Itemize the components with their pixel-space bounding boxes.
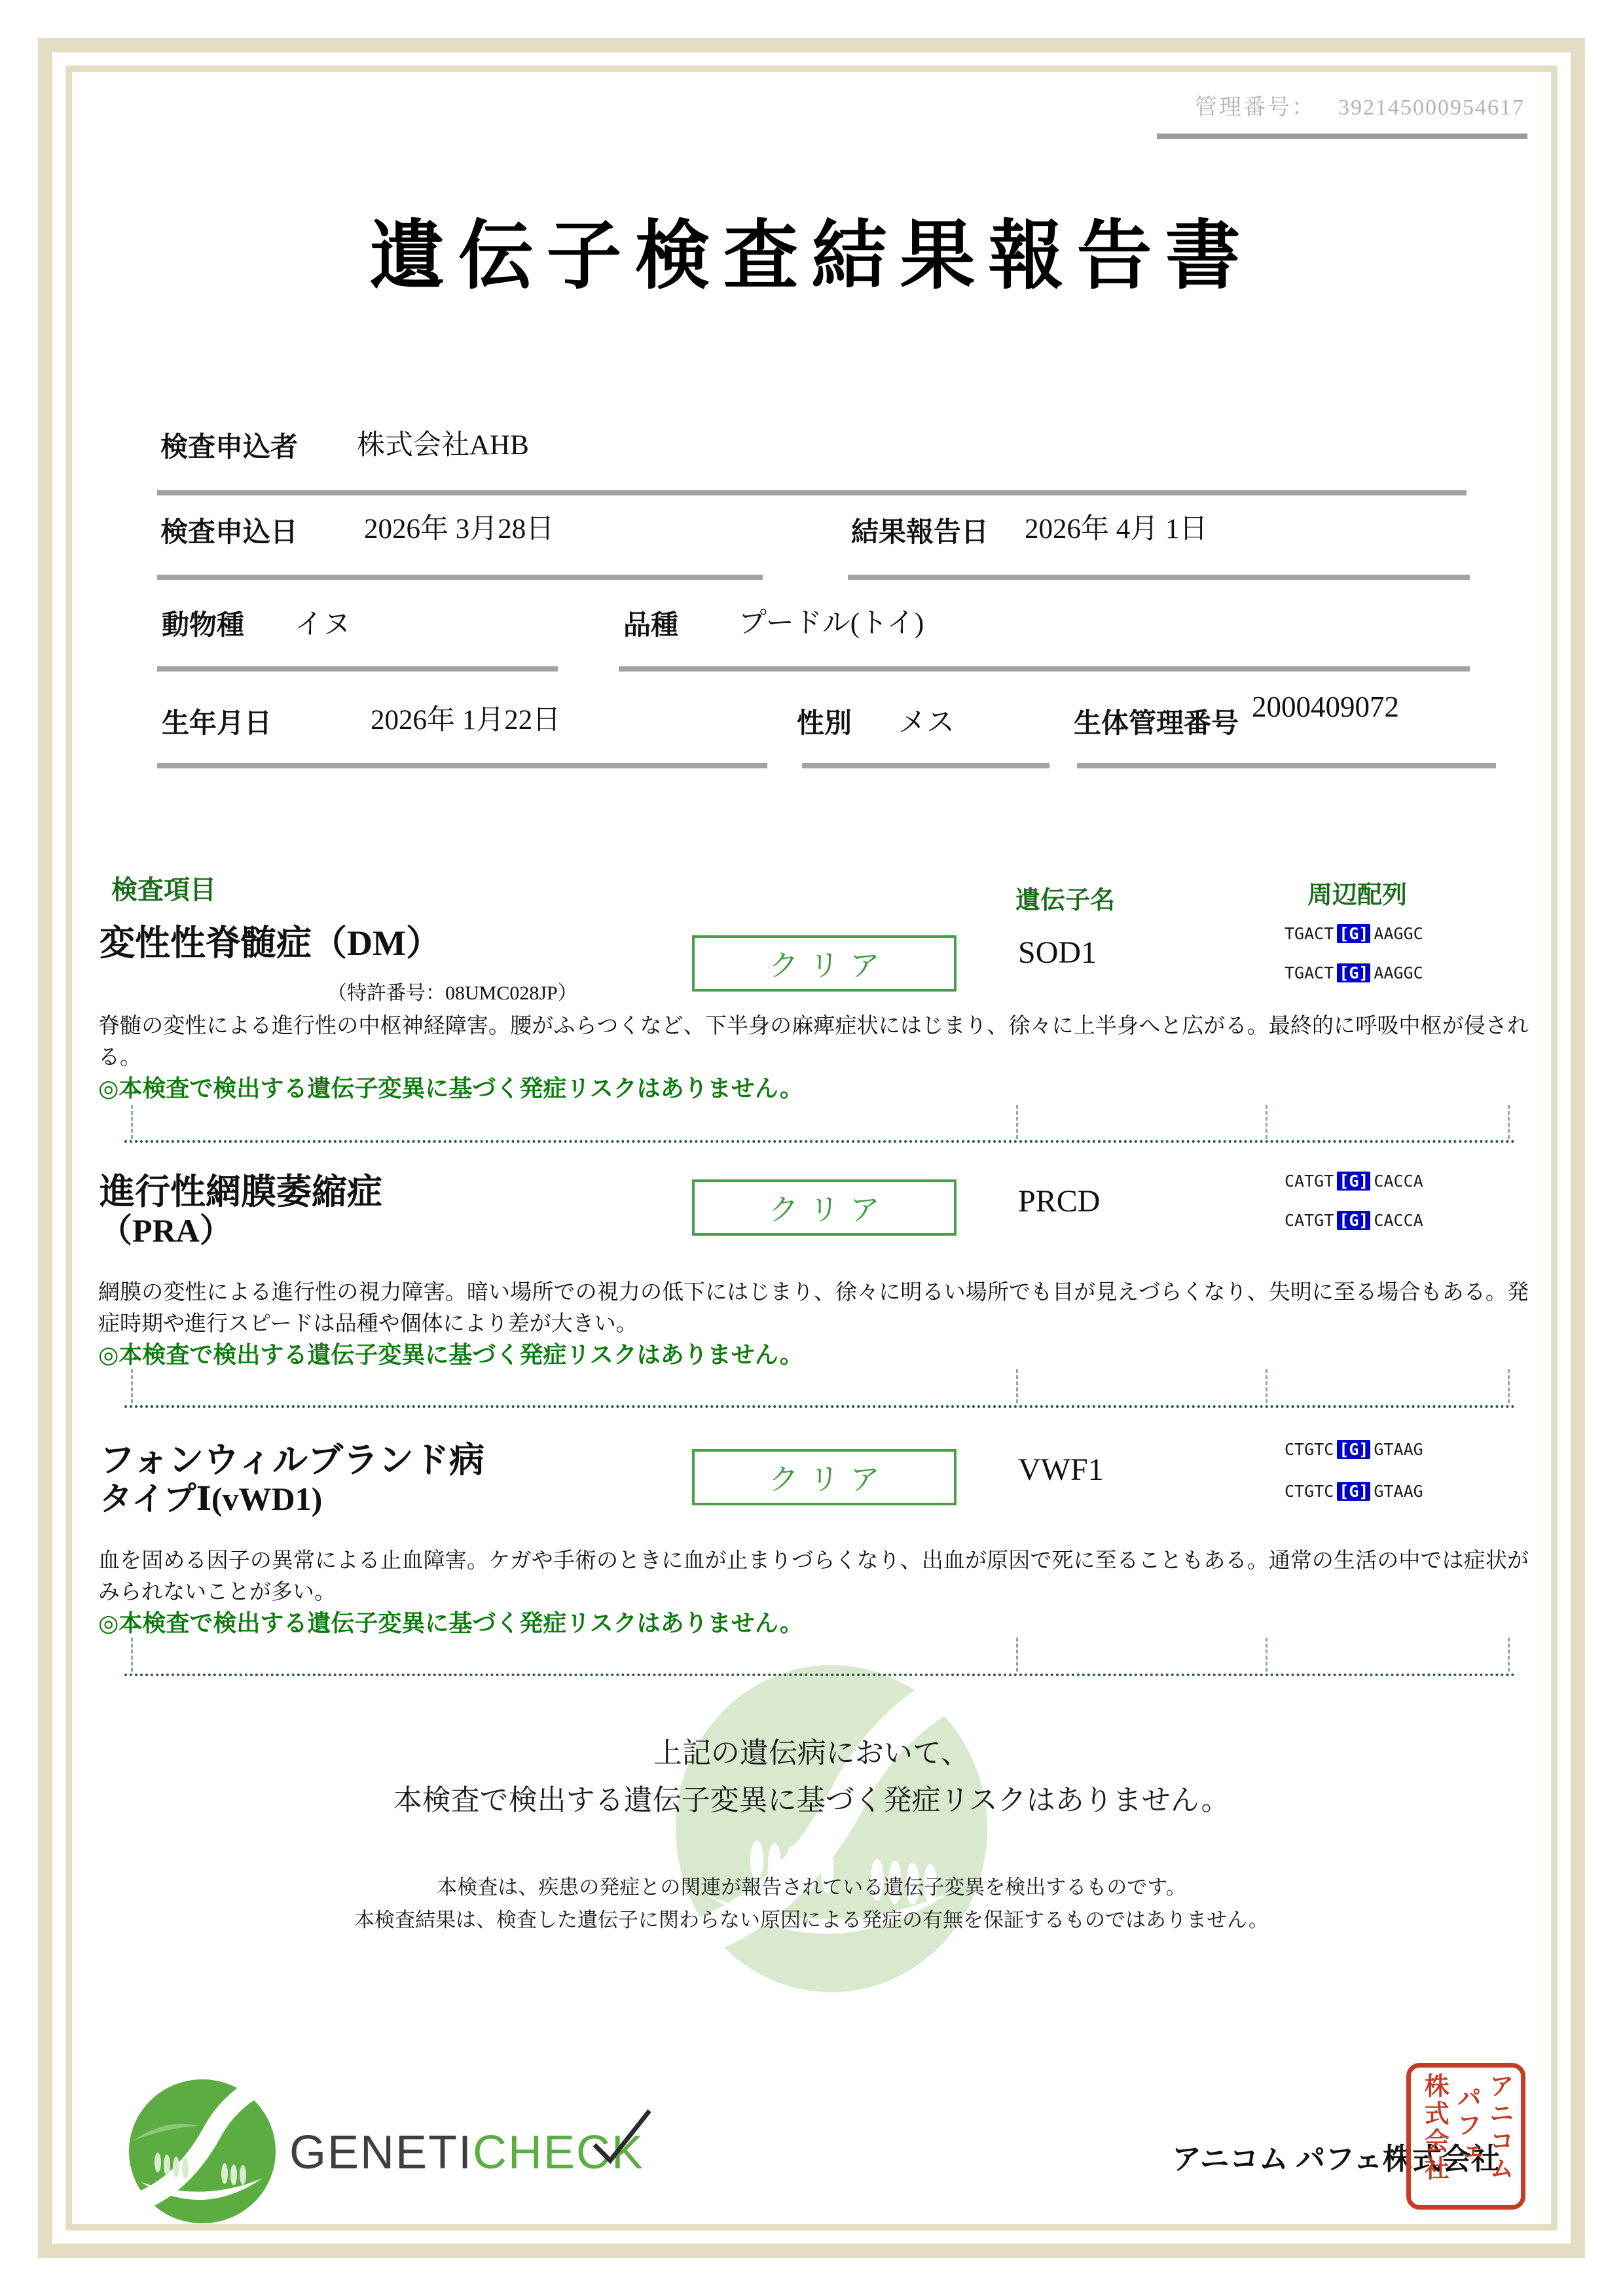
disease-name: 変性性脊髄症（DM） [100, 924, 441, 963]
management-number-line [1195, 89, 1525, 121]
row-separator [124, 1674, 1516, 1676]
management-number-value: 392145000954617 [1338, 96, 1525, 120]
column-tick [1508, 1638, 1510, 1672]
disease-description: 脊髄の変性による進行性の中枢神経障害。腰がふらつくなど、下半身の麻痺症状にはじまり、徐々に上半身へと広がる。最終的に呼吸中枢が侵される。 [98, 1014, 1529, 1069]
sequence-prefix: TGACT [1285, 963, 1334, 982]
birth-date-value: 2026年 1月22日 [371, 705, 561, 736]
logo-text-geneti: GENETI [289, 2126, 473, 2179]
gene-name: VWF1 [1018, 1452, 1104, 1487]
disease-name: 進行性網膜萎縮症 [100, 1172, 382, 1211]
result-box [692, 935, 957, 992]
applicant-label: 検査申込者 [160, 433, 299, 463]
summary-line-2: 本検査で検出する遺伝子変異に基づく発症リスクはありません。 [393, 1784, 1230, 1816]
page-title: 遺伝子検査結果報告書 [369, 215, 1254, 298]
report-date-label: 結果報告日 [851, 518, 989, 548]
mutation-highlight: [G] [1337, 1440, 1370, 1459]
sequence-prefix: CTGTC [1285, 1482, 1334, 1501]
seal-column: パフェ [1452, 2085, 1480, 2167]
birth-date-label: 生年月日 [162, 709, 272, 739]
column-tick [1016, 1105, 1018, 1139]
disease-name-line2: （PRA） [100, 1212, 232, 1249]
mutation-highlight: [G] [1337, 1211, 1370, 1230]
animal-id-underline [1077, 763, 1496, 768]
breed-label: 品種 [623, 611, 679, 641]
disease-name-line2: タイプⅠ(vWD1) [100, 1480, 323, 1517]
sequence-suffix: AAGGC [1374, 963, 1423, 982]
sequence-suffix: CACCA [1374, 1172, 1423, 1191]
risk-note: ◎本検査で検出する遺伝子変異に基づく発症リスクはありません。 [98, 1610, 803, 1636]
geneticheck-logo-text [289, 2126, 644, 2179]
applicant-value: 株式会社AHB [357, 430, 529, 461]
mutation-highlight: [G] [1337, 924, 1370, 943]
test-row-dm [0, 915, 1623, 1102]
summary-disclaimer-1: 本検査は、疾患の発症との関連が報告されている遺伝子変異を検出するものです。 [437, 1876, 1186, 1899]
result-label: クリア [769, 949, 890, 982]
column-tick [131, 1105, 133, 1139]
apply-date-underline [157, 575, 763, 580]
animal-id-value: 2000409072 [1252, 691, 1399, 723]
mutation-highlight: [G] [1337, 1172, 1370, 1191]
geneticheck-logo-icon [126, 2079, 278, 2224]
column-tick [1508, 1369, 1510, 1403]
test-row-vwd1 [0, 1432, 1623, 1636]
sequence-prefix: TGACT [1285, 924, 1334, 943]
result-box [692, 1449, 957, 1505]
species-value: イヌ [295, 609, 351, 640]
logo-checkmark-icon [591, 2107, 653, 2170]
gene-name: SOD1 [1018, 935, 1097, 970]
disease-description: 血を固める因子の異常による止血障害。ケガや手術のときに血が止まりづらくなり、出血が原因で死に至ることもある。通常の生活の中では症状がみられないことが多い。 [98, 1549, 1529, 1604]
management-number-underline [1157, 134, 1527, 139]
species-underline [157, 666, 558, 672]
sex-value: メス [898, 708, 955, 738]
row-separator [124, 1405, 1516, 1408]
result-label: クリア [769, 1463, 890, 1496]
summary-disclaimer-2: 本検査結果は、検査した遺伝子に関わらない原因による発症の有無を保証するものではありません。 [354, 1909, 1269, 1931]
column-tick [1508, 1105, 1510, 1139]
sequence-suffix: GTAAG [1374, 1440, 1423, 1459]
logo-text-check: CHECK [473, 2126, 644, 2179]
column-header-test-item: 検査項目 [111, 875, 216, 905]
risk-note: ◎本検査で検出する遺伝子変異に基づく発症リスクはありません。 [98, 1342, 803, 1368]
summary-line-1: 上記の遺伝病において、 [653, 1737, 970, 1769]
sex-label: 性別 [797, 709, 852, 739]
sequence-prefix: CATGT [1285, 1211, 1334, 1230]
column-tick [131, 1638, 133, 1672]
sex-underline [802, 763, 1049, 768]
row-separator [124, 1140, 1516, 1143]
patent-number: （特許番号：08UMC028JP） [327, 982, 577, 1004]
breed-underline [619, 666, 1470, 672]
sequence-suffix: GTAAG [1374, 1482, 1423, 1501]
column-tick [1266, 1105, 1267, 1139]
column-tick [131, 1369, 133, 1403]
column-tick [1266, 1638, 1267, 1672]
breed-value: プードル(トイ) [739, 608, 924, 639]
seal-column: 株式会社 [1420, 2073, 1448, 2183]
column-tick [1016, 1369, 1018, 1403]
management-number-label: 管理番号： [1195, 96, 1316, 120]
sequence-line [1285, 963, 1423, 982]
birth-date-underline [157, 763, 767, 768]
column-tick [1016, 1638, 1018, 1672]
report-date-underline [848, 575, 1470, 580]
mutation-highlight: [G] [1337, 963, 1370, 982]
risk-note: ◎本検査で検出する遺伝子変異に基づく発症リスクはありません。 [98, 1075, 803, 1102]
sequence-prefix: CTGTC [1285, 1440, 1334, 1459]
result-box [692, 1179, 957, 1236]
sequence-line [1285, 1172, 1423, 1191]
seal-column: アニコム [1485, 2073, 1513, 2183]
applicant-underline [157, 490, 1467, 495]
animal-id-label: 生体管理番号 [1074, 709, 1239, 739]
mutation-highlight: [G] [1337, 1482, 1370, 1501]
company-seal-stamp [1406, 2063, 1525, 2210]
apply-date-label: 検査申込日 [160, 518, 299, 548]
column-header-sequence: 周辺配列 [1307, 882, 1408, 909]
result-label: クリア [769, 1193, 890, 1227]
company-name: アニコム パフェ株式会社 [1172, 2143, 1501, 2176]
disease-description: 網膜の変性による進行性の視力障害。暗い場所での視力の低下にはじまり、徐々に明るい場所でも目が見えづらくなり、失明に至る場合もある。発症時期や進行スピードは品種や個体により差が大きい。 [98, 1281, 1529, 1336]
sequence-line [1285, 1440, 1423, 1459]
sequence-line [1285, 924, 1423, 943]
report-date-value: 2026年 4月 1日 [1025, 514, 1208, 545]
sequence-suffix: AAGGC [1374, 924, 1423, 943]
apply-date-value: 2026年 3月28日 [364, 514, 555, 545]
test-row-pra [0, 1164, 1623, 1368]
column-header-gene-name: 遺伝子名 [1015, 887, 1116, 914]
sequence-prefix: CATGT [1285, 1172, 1334, 1191]
column-tick [1266, 1369, 1267, 1403]
geneticheck-watermark-icon [673, 1664, 991, 1994]
gene-name: PRCD [1018, 1184, 1101, 1219]
disease-name: フォンウィルブランド病 [100, 1441, 485, 1480]
species-label: 動物種 [162, 611, 245, 641]
sequence-line [1285, 1482, 1423, 1501]
sequence-line [1285, 1211, 1423, 1230]
sequence-suffix: CACCA [1374, 1211, 1423, 1230]
